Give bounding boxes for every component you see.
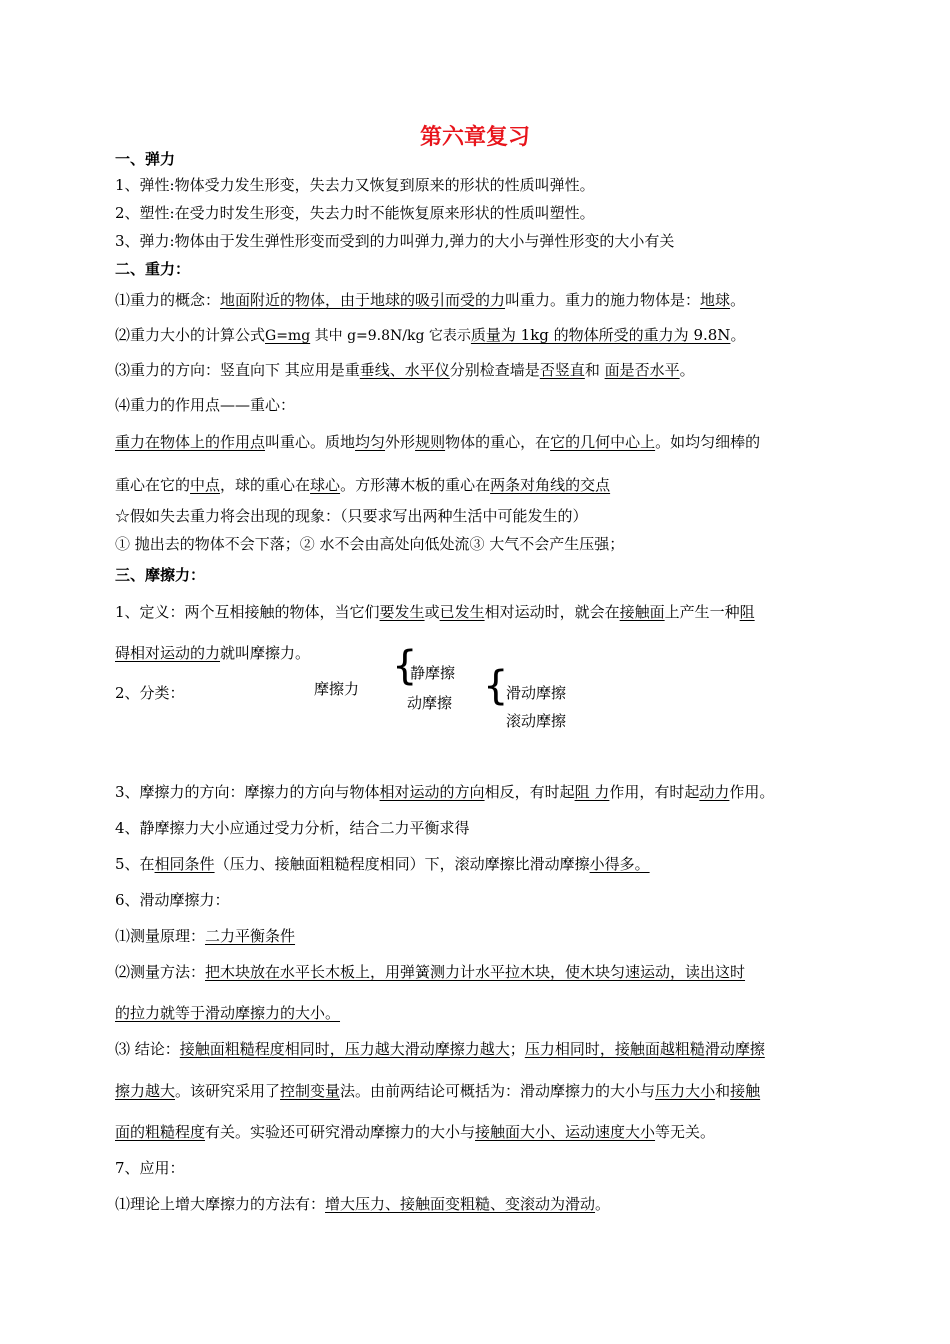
underlined-answer: 小得多。 <box>589 855 650 873</box>
text-span: 其中 g=9.8N/kg 它表示 <box>310 328 471 344</box>
classification-label: 2、分类： <box>115 684 185 702</box>
text-line: 6、滑动摩擦力： <box>115 891 230 909</box>
underlined-answer: 均匀 <box>355 433 386 451</box>
text-span: ⑶ 结论： <box>115 1040 180 1058</box>
text-span: （压力、接触面粗糙程度相同）下，滚动摩擦比滑动摩擦 <box>214 855 590 873</box>
text-line: 3、弹力:物体由于发生弹性形变而受到的力叫弹力,弹力的大小与弹性形变的大小有关 <box>115 232 675 250</box>
text-span: 相反，有时起 <box>484 783 575 801</box>
underlined-answer: 相对运动的方向 <box>379 783 485 801</box>
text-span: 叫重心。质地 <box>265 433 356 451</box>
text-line <box>115 783 774 801</box>
tree-node-rolling: 滚动摩擦 <box>506 712 567 730</box>
underlined-answer: 控制变量 <box>280 1082 341 1100</box>
underlined-answer: 规则 <box>415 433 446 451</box>
text-span: ⑵重力大小的计算公式 <box>115 326 266 344</box>
text-line <box>115 291 745 309</box>
text-span: 。 <box>730 291 746 309</box>
text-line: ☆假如失去重力将会出现的现象：（只要求写出两种生活中可能发生的） <box>115 507 588 525</box>
text-span: 法。由前两结论可概括为：滑动摩擦力的大小与 <box>340 1082 656 1100</box>
text-line <box>115 326 745 345</box>
page-title: 第六章复习 <box>419 125 530 150</box>
text-span: ⑴理论上增大摩擦力的方法有： <box>115 1195 326 1213</box>
text-span: 或 <box>424 603 440 621</box>
brace-icon: { <box>483 663 509 709</box>
underlined-answer: 已发生 <box>439 603 485 621</box>
underlined-answer: 把木块放在水平长木板上，用弹簧测力计水平拉木块，使木块匀速运动，读出这时 <box>205 963 746 981</box>
text-line <box>115 1004 340 1022</box>
text-line <box>115 1123 715 1141</box>
text-span: ⑴测量原理： <box>115 927 206 945</box>
underlined-answer: 的拉力就等于滑动摩擦力的大小。 <box>115 1004 341 1022</box>
tree-node-sliding: 滑动摩擦 <box>506 684 567 702</box>
text-span: 相对运动时，就会在 <box>484 603 620 621</box>
text-span: ⑵测量方法： <box>115 963 206 981</box>
underlined-answer: 压力大小 <box>655 1082 716 1100</box>
underlined-answer: 地面附近的物体，由于地球的吸引而受的力 <box>220 291 506 309</box>
brace-icon: { <box>392 643 418 689</box>
text-line <box>115 855 650 873</box>
text-span: 等无关。 <box>655 1123 716 1141</box>
text-span: 物体的重心，在 <box>445 433 551 451</box>
text-span: 作用。 <box>729 783 775 801</box>
underlined-answer: 垂线、水平仪 <box>359 361 450 379</box>
underlined-answer: 接触 <box>730 1082 761 1100</box>
text-span: 。 <box>730 326 746 344</box>
text-span: 叫重力。重力的施力物体是： <box>505 291 701 309</box>
underlined-answer: 接触面大小、运动速度大小 <box>475 1123 656 1141</box>
text-line <box>115 603 755 621</box>
text-line: ① 抛出去的物体不会下落；② 水不会由高处向低处流③ 大气不会产生压强； <box>115 535 625 553</box>
text-line <box>115 361 695 379</box>
underlined-answer: 碍相对运动的力 <box>115 644 221 662</box>
underlined-answer: 要发生 <box>379 603 425 621</box>
underlined-answer: 中点 <box>190 476 221 494</box>
text-line <box>115 1195 610 1213</box>
text-line: 1、弹性:物体受力发生形变，失去力又恢复到原来的形状的性质叫弹性。 <box>115 176 595 194</box>
text-span: ； <box>509 1040 525 1058</box>
text-span: 分别检查墙是 <box>449 361 540 379</box>
text-line <box>115 927 295 945</box>
underlined-answer: 二力平衡条件 <box>205 927 296 945</box>
underlined-answer: 阻 <box>739 603 755 621</box>
underlined-answer: 接触面粗糙程度相同时，压力越大滑动摩擦力越大 <box>179 1040 510 1058</box>
underlined-answer: 地球 <box>700 291 731 309</box>
text-span: 5、在 <box>115 855 155 873</box>
text-span: 上产生一种 <box>664 603 740 621</box>
text-span: 外形 <box>385 433 416 451</box>
underlined-answer: 阻 力 <box>574 783 610 801</box>
text-line <box>115 1040 765 1058</box>
text-span: 1、定义：两个互相接触的物体，当它们 <box>115 603 380 621</box>
text-span: ⑴重力的概念： <box>115 291 221 309</box>
text-line <box>115 433 760 451</box>
text-line <box>115 963 745 981</box>
underlined-answer: 动力 <box>699 783 730 801</box>
tree-root: 摩擦力 <box>314 680 360 698</box>
text-span: 。方形薄木板的重心在 <box>340 476 491 494</box>
text-line <box>115 644 310 662</box>
text-span: 。 <box>679 361 695 379</box>
underlined-answer: 质量为 1kg 的物体所受的重力为 9.8N <box>470 326 731 344</box>
tree-node-dynamic: 动摩擦 <box>407 694 453 712</box>
section-heading-elastic: 一、弹力 <box>115 150 176 168</box>
text-span: 和 <box>715 1082 731 1100</box>
section-heading-friction: 三、摩擦力： <box>115 566 206 584</box>
tree-node-static: 静摩擦 <box>410 664 456 682</box>
underlined-answer: 重力在物体上的作用点 <box>115 433 266 451</box>
section-heading-gravity: 二、重力： <box>115 260 191 278</box>
text-span: ⑶重力的方向：竖直向下 其应用是重 <box>115 361 360 379</box>
text-span: 。 <box>595 1195 611 1213</box>
text-span: 重心在它的 <box>115 476 191 494</box>
text-span: 有关。实验还可研究滑动摩擦力的大小与 <box>205 1123 476 1141</box>
underlined-answer: 压力相同时，接触面越粗糙滑动摩擦 <box>524 1040 765 1058</box>
text-line <box>115 476 610 494</box>
underlined-answer: 两条对角线的交点 <box>490 476 611 494</box>
underlined-answer: 面是否水平 <box>604 361 680 379</box>
text-span: ，球的重心在 <box>220 476 311 494</box>
text-line <box>115 1082 760 1100</box>
underlined-answer: 球心 <box>310 476 341 494</box>
text-line: 2、塑性:在受力时发生形变，失去力时不能恢复原来形状的性质叫塑性。 <box>115 204 595 222</box>
text-span: 。如均匀细棒的 <box>655 433 761 451</box>
underlined-answer: G=mg <box>265 328 311 344</box>
text-span: 就叫摩擦力。 <box>220 644 311 662</box>
text-line: 4、静摩擦力大小应通过受力分析，结合二力平衡求得 <box>115 819 470 837</box>
text-line: 7、应用： <box>115 1159 185 1177</box>
underlined-answer: 相同条件 <box>154 855 215 873</box>
text-span: 作用，有时起 <box>609 783 700 801</box>
text-line: ⑷重力的作用点——重心： <box>115 396 296 414</box>
text-span: 。该研究采用了 <box>175 1082 281 1100</box>
underlined-answer: 擦力越大 <box>115 1082 176 1100</box>
underlined-answer: 它的几何中心上 <box>550 433 656 451</box>
underlined-answer: 面的粗糙程度 <box>115 1123 206 1141</box>
underlined-answer: 接触面 <box>619 603 665 621</box>
text-span: 和 <box>584 361 605 379</box>
underlined-answer: 增大压力、接触面变粗糙、变滚动为滑动 <box>325 1195 596 1213</box>
underlined-answer: 否竖直 <box>539 361 585 379</box>
text-span: 3、摩擦力的方向：摩擦力的方向与物体 <box>115 783 380 801</box>
